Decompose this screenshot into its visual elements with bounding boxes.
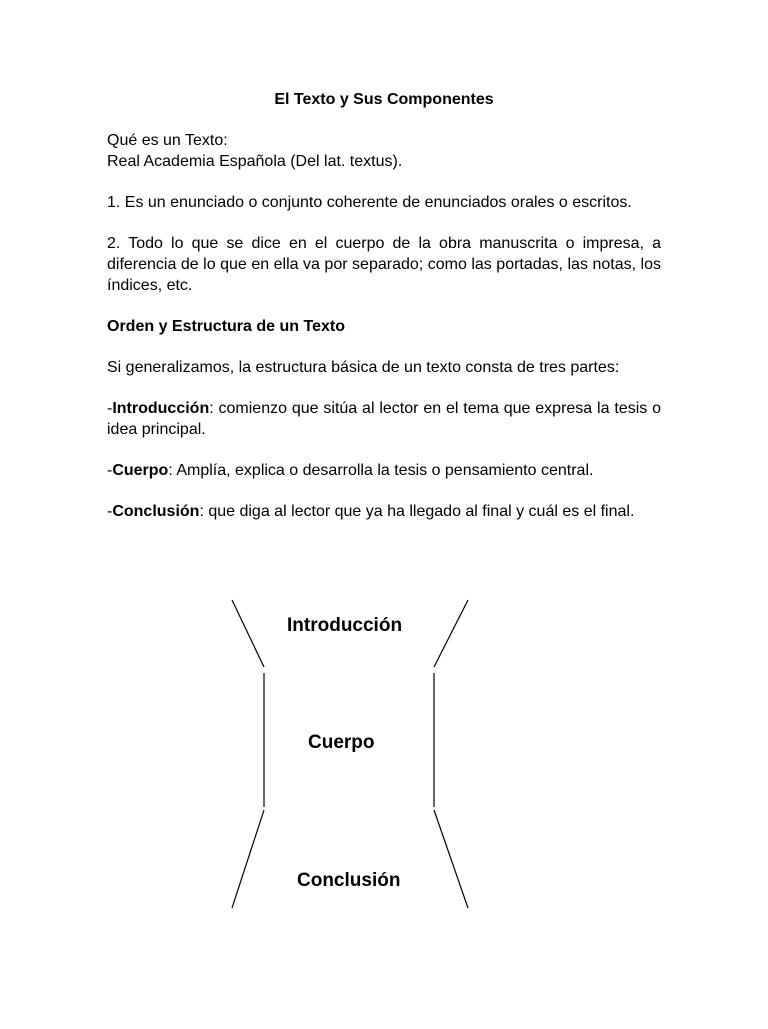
part-prefix: - xyxy=(107,503,113,520)
structure-intro-paragraph: Si generalizamos, la estructura básica de un texto consta de tres partes: xyxy=(107,359,620,376)
part-prefix: - xyxy=(107,400,113,417)
part-conclusion xyxy=(107,501,661,522)
part-introduccion xyxy=(107,398,661,440)
diagram-line-bottom-left xyxy=(232,810,264,908)
part-description: : comienzo que sitúa al lector en el tema que expresa la tesis o idea principal. xyxy=(107,400,661,438)
part-prefix: - xyxy=(107,462,113,479)
part-term: Introducción xyxy=(112,400,210,417)
definition-point-2: 2. Todo lo que se dice en el cuerpo de la obra manuscrita o impresa, a diferencia de lo que en ella va por separado; como las portadas, las notas, los índices, etc. xyxy=(107,235,661,294)
definition-point-1: 1. Es un enunciado o conjunto coherente de enunciados orales o escritos. xyxy=(107,194,632,211)
part-term: Conclusión xyxy=(112,503,200,520)
diagram-label-conclusion: Conclusión xyxy=(297,870,401,891)
diagram-line-top-left xyxy=(232,600,264,667)
diagram-line-top-right xyxy=(434,600,468,667)
part-description: : Amplía, explica o desarrolla la tesis o pensamiento central. xyxy=(168,462,594,479)
definition-block xyxy=(107,130,661,172)
part-cuerpo xyxy=(107,460,661,481)
part-description: : que diga al lector que ya ha llegado al final y cuál es el final. xyxy=(199,503,635,520)
definition-source: Real Academia Española (Del lat. textus). xyxy=(107,153,403,170)
definition-heading: Qué es un Texto: xyxy=(107,132,228,149)
section-heading: Orden y Estructura de un Texto xyxy=(107,318,345,335)
document-body xyxy=(107,89,661,542)
part-term: Cuerpo xyxy=(112,462,169,479)
diagram-label-introduccion: Introducción xyxy=(287,615,403,636)
diagram-line-bottom-right xyxy=(434,810,468,908)
diagram-label-cuerpo: Cuerpo xyxy=(308,732,375,753)
document-title: El Texto y Sus Componentes xyxy=(274,91,494,108)
